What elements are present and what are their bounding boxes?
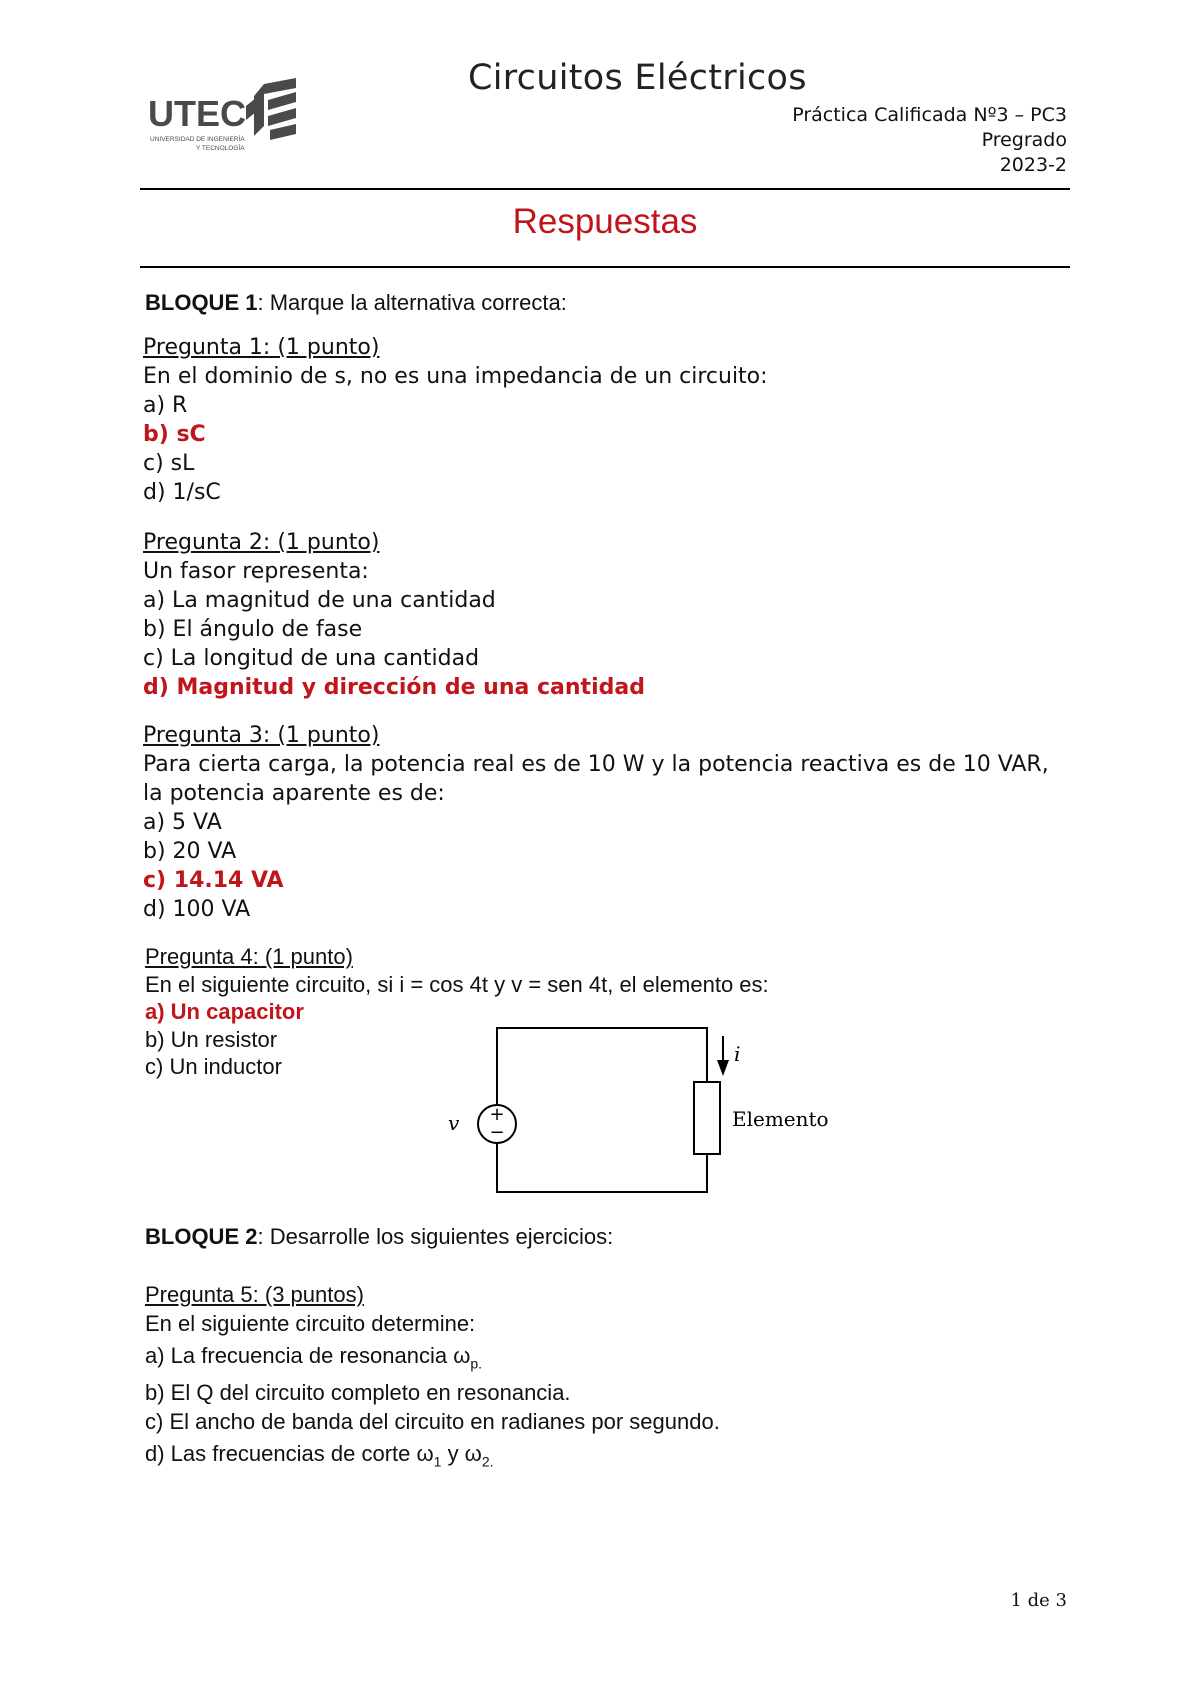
q1-option-d: d) 1/sC (143, 480, 221, 505)
question-1 (143, 333, 768, 507)
circuit-diagram (440, 1020, 840, 1200)
block2-heading (145, 1222, 613, 1251)
q4-option-a-answer: a) Un capacitor (145, 999, 304, 1024)
block1-instruction: : Marque la alternativa correcta: (257, 290, 567, 315)
q4-prompt: En el siguiente circuito, si i = cos 4t y v = sen 4t, el elemento es: (145, 971, 769, 997)
q5-prompt: En el siguiente circuito determine: (145, 1311, 476, 1336)
circuit-wires (497, 1028, 707, 1192)
source-label-v: v (448, 1111, 460, 1135)
q2-option-a: a) La magnitud de una cantidad (143, 588, 496, 613)
q5-item-d-mid: y ω (441, 1441, 482, 1467)
q4-heading: Pregunta 4: (1 punto) (145, 944, 353, 969)
question-2 (143, 528, 645, 702)
block1-heading (145, 288, 567, 317)
q5-item-b: b) El Q del circuito completo en resonancia. (145, 1380, 571, 1406)
logo-subtitle-2: Y TECNOLOGÍA (196, 145, 245, 152)
circuit-element-box (694, 1082, 720, 1154)
q4-option-c: c) Un inductor (145, 1054, 282, 1079)
question-5 (145, 1280, 720, 1477)
current-label-i: i (734, 1042, 741, 1066)
answers-title: Respuestas (512, 202, 698, 241)
utec-logo (146, 78, 306, 158)
q5-heading: Pregunta 5: (3 puntos) (145, 1282, 364, 1307)
q3-heading: Pregunta 3: (1 punto) (143, 723, 380, 748)
current-arrow-head (717, 1060, 729, 1076)
header-rule-top (140, 188, 1070, 190)
q5-item-d-sub1: 1 (433, 1453, 442, 1470)
q1-option-b-answer: b) sC (143, 422, 206, 447)
question-3 (143, 721, 1073, 924)
q1-heading: Pregunta 1: (1 punto) (143, 335, 380, 360)
q5-item-a-text: a) La frecuencia de resonancia ω (145, 1343, 471, 1368)
logo-text: UTEC (148, 93, 246, 134)
q2-heading: Pregunta 2: (1 punto) (143, 530, 380, 555)
q5-item-d-text: d) Las frecuencias de corte ω (145, 1441, 434, 1467)
logo-subtitle-1: UNIVERSIDAD DE INGENIERÍA (150, 136, 245, 143)
q5-item-d (145, 1439, 720, 1476)
level-label: Pregrado (981, 129, 1067, 151)
q1-option-c: c) sL (143, 451, 195, 476)
element-label: Elemento (732, 1107, 829, 1131)
block2-instruction: : Desarrolle los siguientes ejercicios: (257, 1224, 614, 1249)
course-title: Circuitos Eléctricos (468, 58, 807, 98)
q2-option-b: b) El ángulo de fase (143, 617, 363, 642)
q3-option-a: a) 5 VA (143, 810, 222, 835)
logo-emblem (246, 78, 296, 140)
q5-item-a-sub: p. (470, 1355, 483, 1372)
source-plus: + (489, 1104, 505, 1125)
block1-label: BLOQUE 1 (145, 290, 258, 315)
q1-prompt: En el dominio de s, no es una impedancia de un circuito: (143, 364, 768, 389)
q3-option-d: d) 100 VA (143, 897, 251, 922)
term-label: 2023-2 (999, 154, 1067, 176)
q2-option-d-answer: d) Magnitud y dirección de una cantidad (143, 675, 645, 700)
q5-item-d-sub2: 2. (481, 1453, 494, 1470)
q3-option-b: b) 20 VA (143, 839, 237, 864)
q5-item-c: c) El ancho de banda del circuito en radianes por segundo. (145, 1409, 720, 1435)
q1-option-a: a) R (143, 393, 188, 418)
exam-line: Práctica Calificada Nº3 – PC3 (792, 104, 1067, 126)
q2-prompt: Un fasor representa: (143, 559, 369, 584)
q3-option-c-answer: c) 14.14 VA (143, 868, 284, 893)
q3-prompt: Para cierta carga, la potencia real es de 10 W y la potencia reactiva es de 10 VAR, la potencia aparente es de: (143, 752, 1049, 806)
q4-option-b: b) Un resistor (145, 1026, 278, 1052)
page-number: 1 de 3 (1010, 1590, 1067, 1611)
header-rule-bottom (140, 266, 1070, 268)
q2-option-c: c) La longitud de una cantidad (143, 646, 480, 671)
block2-label: BLOQUE 2 (145, 1224, 258, 1249)
q5-item-a (145, 1341, 720, 1378)
source-minus: − (489, 1122, 505, 1143)
